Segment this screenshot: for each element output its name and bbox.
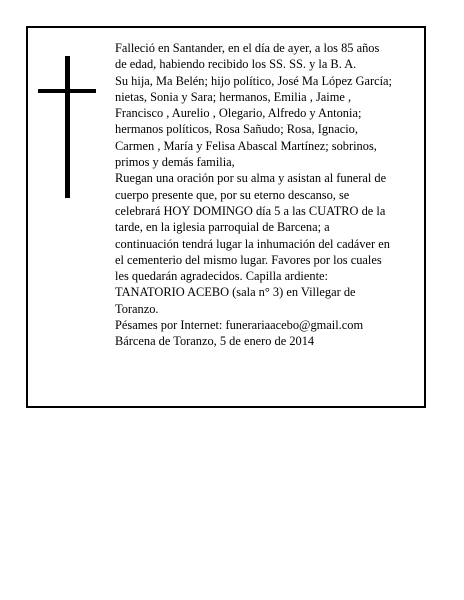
notice-line: tarde, en la iglesia parroquial de Barcena; a (115, 220, 330, 235)
notice-line: cuerpo presente que, por su eterno descanso, se (115, 187, 350, 202)
notice-line: nietas, Sonia y Sara; hermanos, Emilia , Jaime , (115, 89, 352, 104)
notice-line: Toranzo. (115, 301, 159, 316)
notice-line: Su hija, Ma Belén; hijo político, José Ma López García; (115, 73, 393, 88)
cross-icon (38, 56, 96, 198)
notice-line: Carmen , María y Felisa Abascal Martínez; sobrinos, (115, 138, 377, 153)
notice-line: Bárcena de Toranzo, 5 de enero de 2014 (115, 334, 315, 349)
notice-line: hermanos políticos, Rosa Sañudo; Rosa, Ignacio, (115, 122, 358, 137)
notice-line: Ruegan una oración por su alma y asistan al funeral de (115, 171, 387, 186)
notice-line: les quedarán agradecidos. Capilla ardiente: (115, 269, 328, 284)
notice-line: celebrará HOY DOMINGO día 5 a las CUATRO de la (115, 203, 386, 218)
notice-line: Pésames por Internet: funerariaacebo@gmail.com (115, 318, 364, 333)
notice-text (115, 40, 420, 350)
obituary-notice (26, 26, 426, 408)
cross-horizontal-bar (38, 89, 96, 93)
notice-line: el cementerio del mismo lugar. Favores por los cuales (115, 252, 382, 267)
notice-line: continuación tendrá lugar la inhumación del cadáver en (115, 236, 390, 251)
notice-line: Francisco , Aurelio , Olegario, Alfredo y Antonia; (115, 106, 362, 121)
notice-line: TANATORIO ACEBO (sala n° 3) en Villegar de (115, 285, 356, 300)
notice-line: Falleció en Santander, en el día de ayer, a los 85 años (115, 41, 380, 55)
cross-vertical-bar (65, 56, 70, 198)
notice-line: de edad, habiendo recibido los SS. SS. y la B. A. (115, 57, 357, 72)
notice-line: primos y demás familia, (115, 155, 235, 170)
